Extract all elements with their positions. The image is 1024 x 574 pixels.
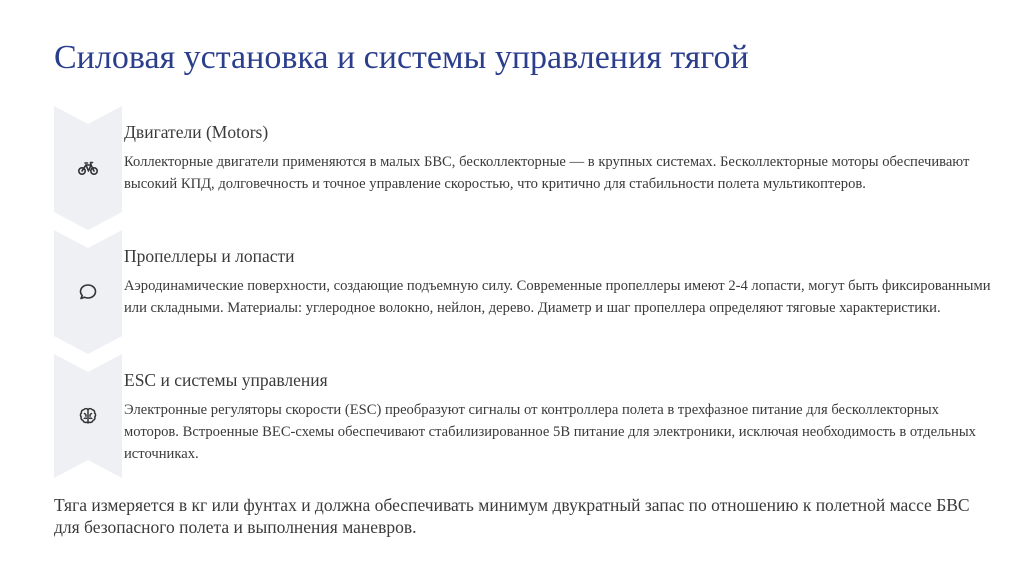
item-description: Коллекторные двигатели применяются в малых БВС, бесколлекторные — в крупных системах. Бесколлекторные моторы обеспечивают высокий КПД, долговечность и точное управление скоростью, что критично для стабильности полета мультикоптеров. xyxy=(124,154,970,192)
feature-list xyxy=(54,106,994,478)
list-item-esc xyxy=(54,354,994,478)
item-content xyxy=(124,370,994,465)
list-item-motors xyxy=(54,106,994,230)
item-content xyxy=(124,122,994,195)
item-heading: Двигатели (Motors) xyxy=(124,122,269,142)
chat-bubble-icon xyxy=(76,280,100,304)
footer-note: Тяга измеряется в кг или фунтах и должна обеспечивать минимум двукратный запас по отношению к полетной массе БВС для безопасного полета и выполнения маневров. xyxy=(54,495,970,537)
brain-icon xyxy=(76,404,100,428)
item-description: Аэродинамические поверхности, создающие подъемную силу. Современные пропеллеры имеют 2-4 лопасти, могут быть фиксированными или складными. Материалы: углеродное волокно, нейлон, дерево. Диаметр и шаг пропеллера определяют тяговые характеристики. xyxy=(124,278,991,316)
bicycle-icon xyxy=(76,156,100,180)
slide-title: Силовая установка и системы управления тягой xyxy=(54,39,749,76)
item-heading: Пропеллеры и лопасти xyxy=(124,246,295,266)
item-description: Электронные регуляторы скорости (ESC) преобразуют сигналы от контроллера полета в трехфазное питание для бесколлекторных моторов. Встроенные BEC-схемы обеспечивают стабилизированное 5В питание для электроники, исключая необходимость в отдельных источниках. xyxy=(124,402,976,462)
item-heading: ESC и системы управления xyxy=(124,370,328,390)
list-item-propellers xyxy=(54,230,994,354)
item-content xyxy=(124,246,994,319)
